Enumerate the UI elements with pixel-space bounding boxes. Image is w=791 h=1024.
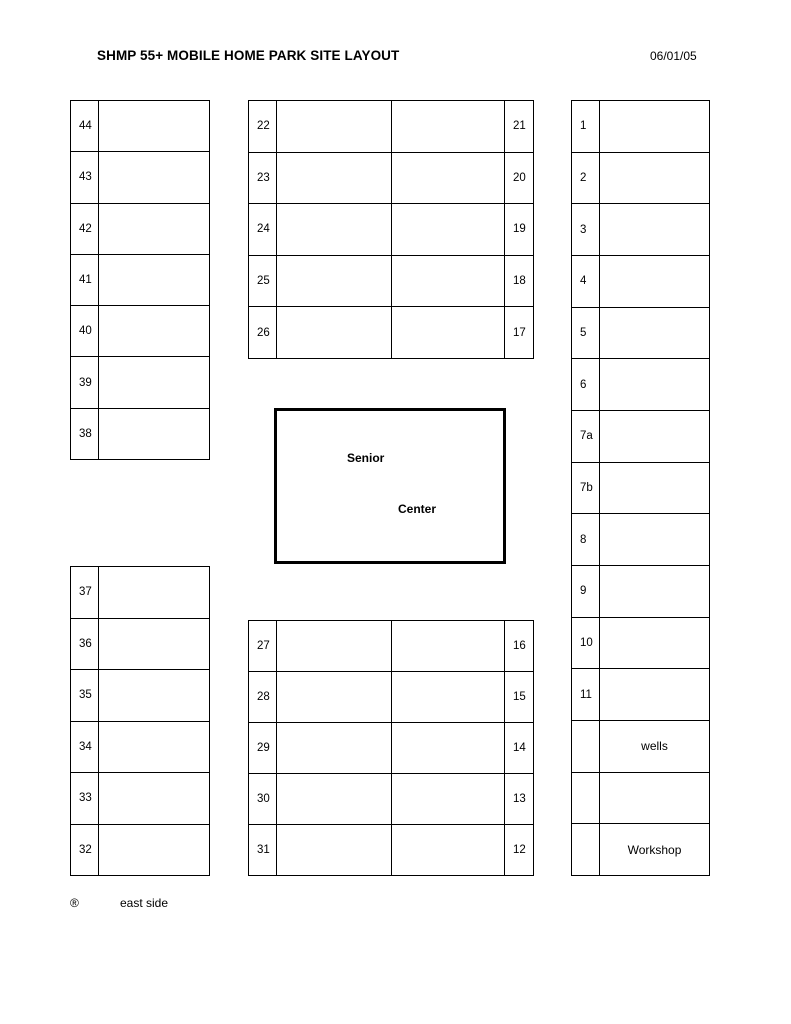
registered-mark-icon: ® (70, 896, 79, 910)
lot-number (572, 824, 600, 875)
lot-number: 41 (71, 255, 99, 305)
lot-number: 10 (572, 618, 600, 669)
lot-space[interactable] (392, 307, 505, 358)
table-row[interactable] (249, 723, 533, 774)
lot-number: 30 (249, 774, 277, 824)
lot-space[interactable] (277, 774, 392, 824)
table-row[interactable] (572, 721, 709, 773)
table-row[interactable] (71, 357, 209, 408)
lot-space[interactable] (99, 825, 209, 876)
table-row[interactable] (71, 409, 209, 459)
lot-space[interactable] (277, 153, 392, 204)
table-row[interactable] (249, 256, 533, 308)
lot-space[interactable] (600, 566, 709, 617)
lot-number: 37 (71, 567, 99, 618)
lot-number: 6 (572, 359, 600, 410)
east-lot-block (571, 100, 710, 876)
lot-number: 18 (513, 275, 526, 288)
table-row[interactable] (71, 255, 209, 306)
lot-space[interactable] (99, 204, 209, 254)
senior-center-building[interactable] (274, 408, 506, 564)
table-row[interactable] (572, 566, 709, 618)
lot-number: 39 (71, 357, 99, 407)
table-row[interactable] (71, 204, 209, 255)
lot-space[interactable] (99, 567, 209, 618)
lot-number: 1 (572, 101, 600, 152)
table-row[interactable] (249, 307, 533, 358)
lot-number: 7b (572, 463, 600, 514)
east-side-label: east side (120, 896, 169, 910)
lot-space[interactable] (99, 773, 209, 824)
lot-number: 31 (249, 825, 277, 875)
lot-space[interactable] (277, 672, 392, 722)
table-row[interactable] (572, 256, 709, 308)
center-north-lot-block (248, 100, 534, 359)
lot-number: 16 (513, 640, 526, 652)
lot-number: 24 (249, 204, 277, 255)
senior-center-label-line1: Senior (347, 451, 385, 465)
lot-space[interactable] (392, 672, 505, 722)
lot-space[interactable] (277, 101, 392, 152)
table-row[interactable] (71, 670, 209, 722)
lot-space[interactable] (600, 101, 709, 152)
lot-space[interactable] (392, 774, 505, 824)
lot-space[interactable] (600, 359, 709, 410)
lot-number: 35 (71, 670, 99, 721)
lot-space[interactable] (600, 669, 709, 720)
lot-number: 32 (71, 825, 99, 876)
lot-number: 42 (71, 204, 99, 254)
lot-space[interactable] (277, 621, 392, 671)
lot-space[interactable] (600, 256, 709, 307)
lot-number: 40 (71, 306, 99, 356)
lot-space[interactable] (99, 152, 209, 202)
center-south-lot-block (248, 620, 534, 876)
lot-space[interactable] (600, 153, 709, 204)
lot-number: 2 (572, 153, 600, 204)
lot-space[interactable] (99, 670, 209, 721)
lot-space[interactable] (277, 825, 392, 875)
table-row[interactable] (572, 359, 709, 411)
workshop-label[interactable]: Workshop (627, 842, 682, 857)
lot-number: 13 (513, 793, 526, 805)
lot-number: 43 (71, 152, 99, 202)
lot-space[interactable] (392, 723, 505, 773)
lot-space[interactable] (99, 619, 209, 670)
lot-number: 12 (513, 844, 526, 856)
lot-space[interactable] (392, 621, 505, 671)
lot-space[interactable] (99, 357, 209, 407)
table-row[interactable] (249, 621, 533, 672)
document-date: 06/01/05 (650, 49, 697, 63)
lot-number: 8 (572, 514, 600, 565)
lot-space[interactable] (99, 722, 209, 773)
lot-space[interactable] (392, 101, 505, 152)
table-row[interactable] (572, 824, 709, 875)
lot-number: 36 (71, 619, 99, 670)
lot-number: 15 (513, 691, 526, 703)
senior-center-label-line2: Center (398, 502, 437, 516)
table-row[interactable] (71, 101, 209, 152)
table-row[interactable] (572, 514, 709, 566)
lot-number: 3 (572, 204, 600, 255)
table-row[interactable] (572, 463, 709, 515)
table-row[interactable] (71, 722, 209, 774)
lot-number: 5 (572, 308, 600, 359)
lot-number: 11 (572, 669, 600, 720)
table-row[interactable] (71, 825, 209, 876)
lot-number: 34 (71, 722, 99, 773)
lot-space[interactable] (277, 256, 392, 307)
table-row[interactable] (572, 101, 709, 153)
table-row[interactable] (249, 204, 533, 256)
lot-number: 23 (249, 153, 277, 204)
table-row[interactable] (71, 619, 209, 671)
table-row[interactable] (572, 411, 709, 463)
lot-space[interactable] (392, 204, 505, 255)
lot-number: 19 (513, 223, 526, 236)
table-row[interactable] (572, 618, 709, 670)
lot-space[interactable] (600, 514, 709, 565)
lot-space[interactable] (392, 153, 505, 204)
table-row[interactable] (572, 153, 709, 205)
lot-number: 38 (71, 409, 99, 459)
lot-space[interactable] (600, 308, 709, 359)
table-row[interactable] (249, 774, 533, 825)
lot-number: 17 (513, 326, 526, 339)
lot-space[interactable] (99, 101, 209, 151)
lot-number: 25 (249, 256, 277, 307)
west-north-lot-block (70, 100, 210, 460)
lot-space[interactable] (600, 618, 709, 669)
lot-number: 22 (249, 101, 277, 152)
table-row[interactable] (249, 101, 533, 153)
lot-number (572, 721, 600, 772)
lot-space[interactable] (600, 411, 709, 462)
table-row[interactable] (249, 825, 533, 875)
lot-space[interactable] (392, 825, 505, 875)
lot-number: 33 (71, 773, 99, 824)
lot-number: 26 (249, 307, 277, 358)
lot-space[interactable] (277, 204, 392, 255)
lot-number: 9 (572, 566, 600, 617)
wells-label[interactable]: wells (641, 739, 668, 754)
lot-space[interactable] (600, 463, 709, 514)
table-row[interactable] (572, 773, 709, 825)
table-row[interactable] (71, 773, 209, 825)
lot-space[interactable] (277, 723, 392, 773)
lot-number: 28 (249, 672, 277, 722)
table-row[interactable] (71, 306, 209, 357)
table-row[interactable] (71, 567, 209, 619)
page-title: SHMP 55+ MOBILE HOME PARK SITE LAYOUT (97, 48, 400, 63)
table-row[interactable] (249, 672, 533, 723)
table-row[interactable] (572, 308, 709, 360)
lot-space[interactable] (600, 204, 709, 255)
lot-number: 44 (71, 101, 99, 151)
lot-number: 27 (249, 621, 277, 671)
lot-number: 21 (513, 120, 526, 133)
lot-space[interactable] (392, 256, 505, 307)
lot-number: 20 (513, 171, 526, 184)
lot-space[interactable] (99, 255, 209, 305)
table-row[interactable] (572, 669, 709, 721)
west-south-lot-block (70, 566, 210, 876)
table-row[interactable] (572, 204, 709, 256)
lot-number: 14 (513, 742, 526, 754)
lot-number (572, 773, 600, 824)
lot-space[interactable] (277, 307, 392, 358)
lot-space[interactable] (600, 773, 709, 824)
table-row[interactable] (71, 152, 209, 203)
lot-space[interactable] (99, 409, 209, 459)
lot-number: 4 (572, 256, 600, 307)
lot-space[interactable] (99, 306, 209, 356)
table-row[interactable] (249, 153, 533, 205)
lot-number: 29 (249, 723, 277, 773)
lot-number: 7a (572, 411, 600, 462)
